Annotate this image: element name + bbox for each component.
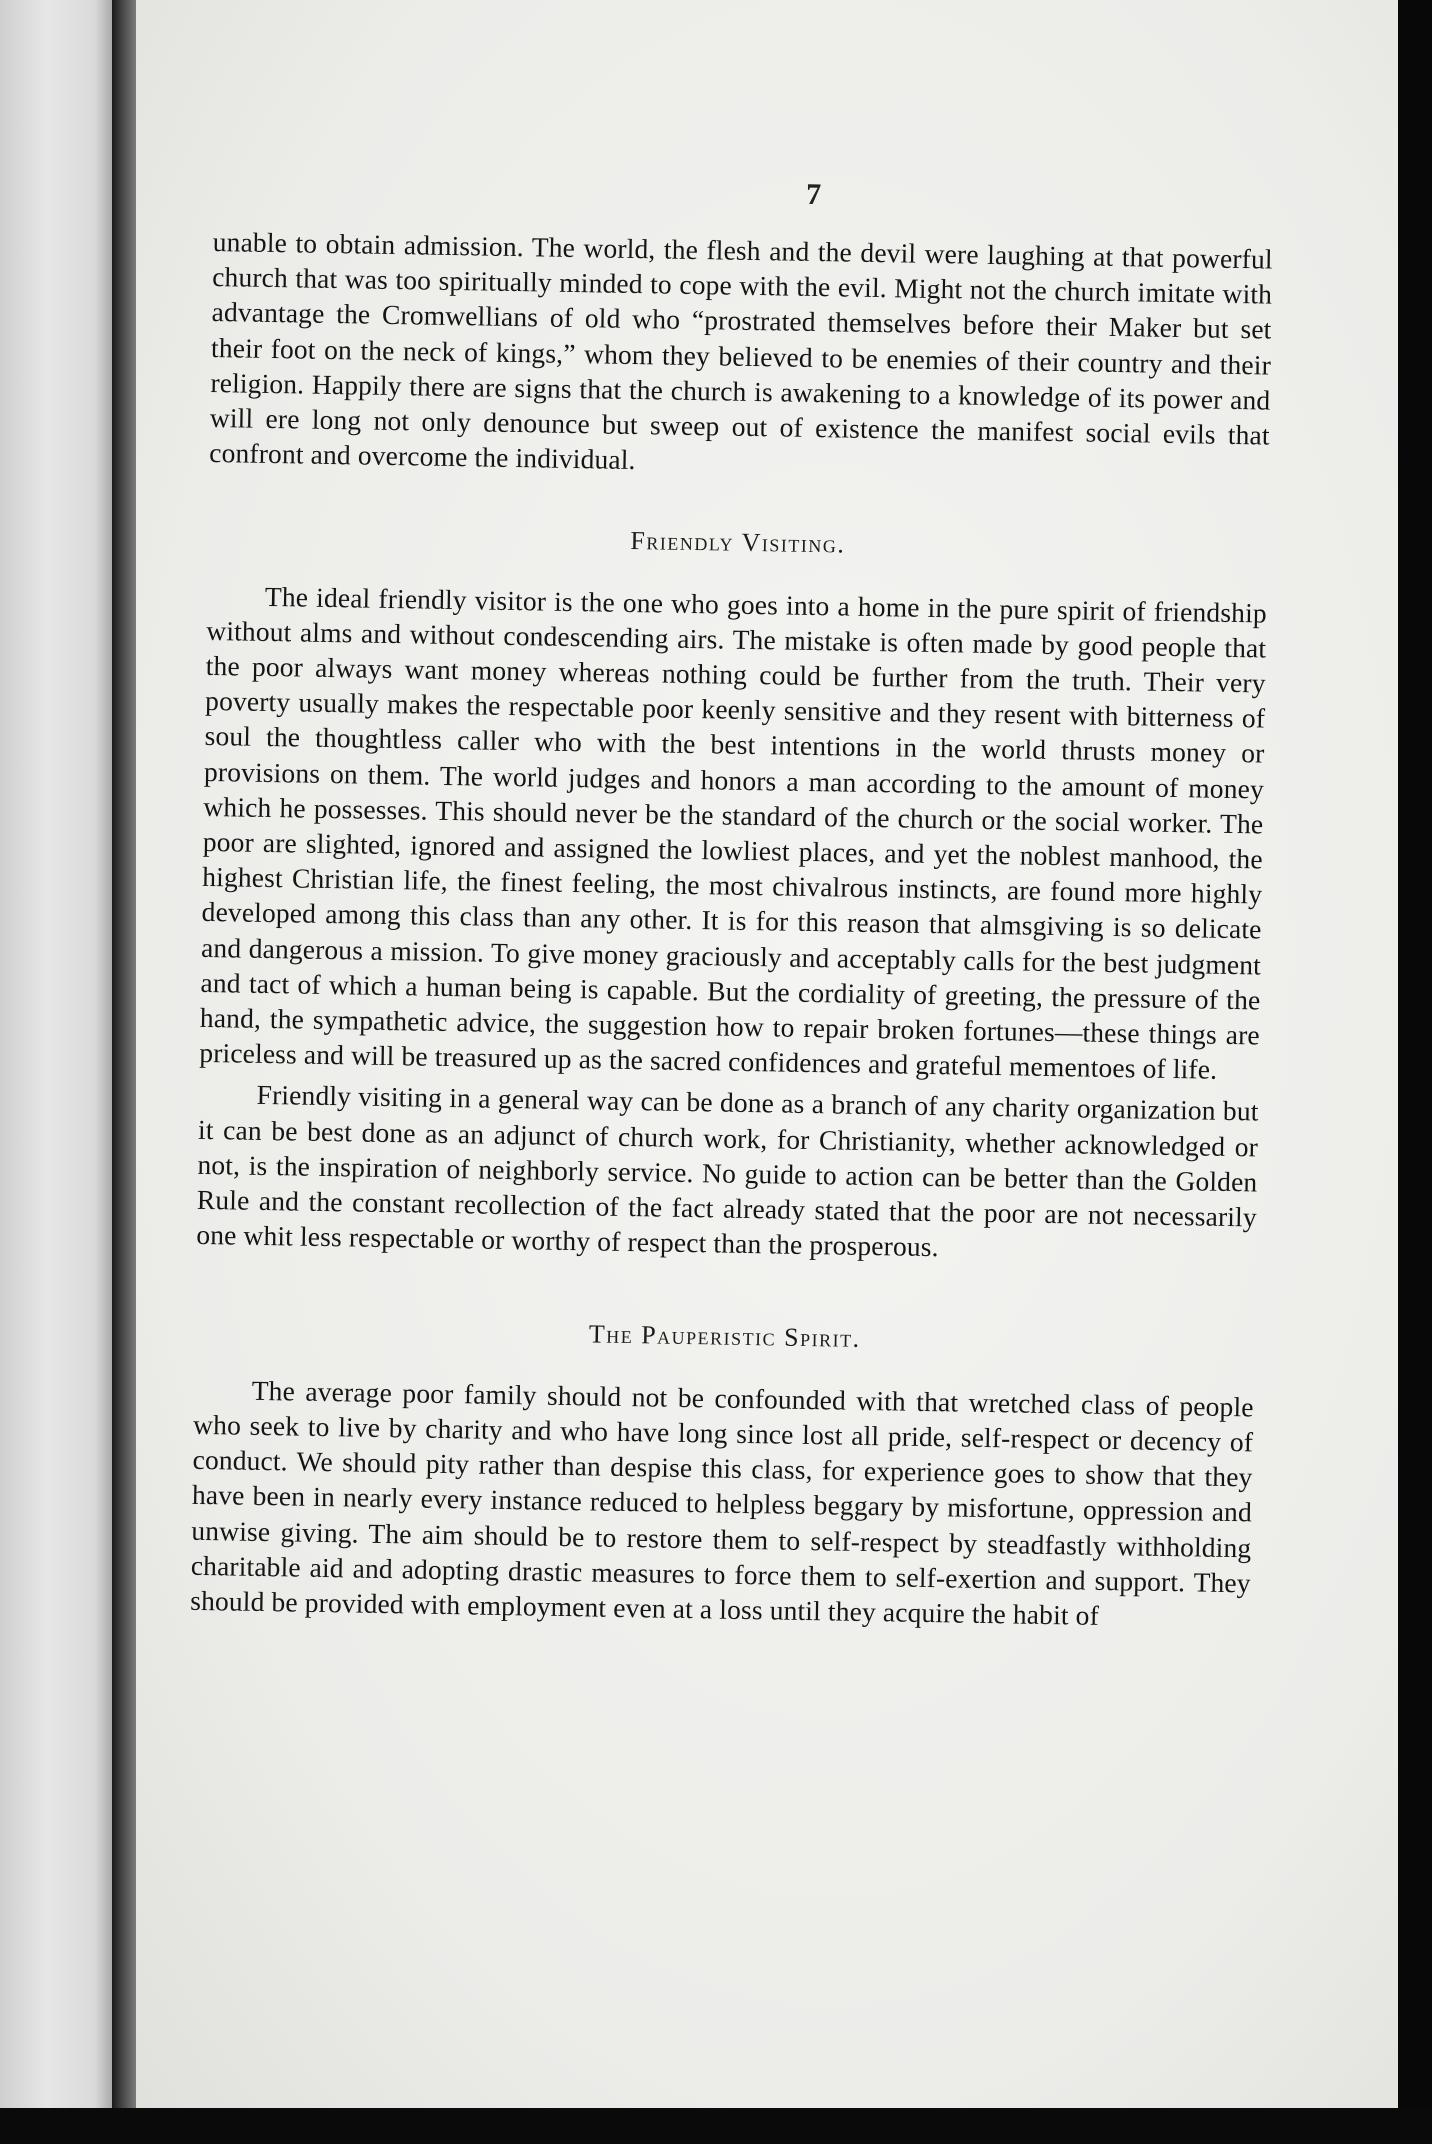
section-heading-friendly-visiting: Friendly Visiting. (630, 526, 846, 559)
section-heading-pauperistic-spirit: The Pauperistic Spirit. (588, 1319, 861, 1354)
pauperistic-spirit-paragraph-1: The average poor family should not be confounded with that wretched class of people who seek to live by charity and who have long since lost all pride, self-respect or decency of conduct. We should pity rather than despise this class, for experience goes to show that they have been in nearly every instance reduced to helpless beggary by misfortune, oppression and unwise giving. The aim should be to restore them to self-respect by steadfastly withholding charitable aid and adopting drastic measures to force them to self-exertion and support. They should be provided with employment even at a loss until they acquire the habit of (190, 1374, 1254, 1631)
previous-page-edge (0, 0, 118, 2144)
page-text-block (190, 170, 1274, 1635)
scan-border-bottom (0, 2108, 1432, 2144)
intro-paragraph: unable to obtain admission. The world, the flesh and the devil were laughing at that powerful church that was too spiritually minded to cope with the evil. Might not the church imitate with advantage the Cromwellians of old who “prostrated themselves before their Maker but set their foot on the neck of kings,” whom they believed to be enemies of their country and their religion. Happily there are signs that the church is awakening to a knowledge of its power and will ere long not only denounce but sweep out of existence the manifest social evils that confront and overcome the individual. (209, 225, 1273, 476)
scan-border-right (1398, 0, 1432, 2144)
page-number: 7 (805, 177, 822, 212)
friendly-visiting-paragraph-1: The ideal friendly visitor is the one who goes into a home in the pure spirit of friendship without alms and without condescending airs. The mistake is often made by good people that the poor always want money whereas nothing could be further from the truth. Their very poverty usually makes the respectable poor keenly sensitive and they resent with bitterness of soul the thoughtless caller who with the best intentions in the world thrusts money or provisions on them. The world judges and honors a man according to the amount of money which he possesses. This should never be the standard of the church or the social worker. The poor are slighted, ignored and assigned the lowliest places, and yet the noblest manhood, the highest Christian life, the finest feeling, the most chivalrous instincts, are found more highly developed among this class than any other. It is for this reason that almsgiving is so delicate and dangerous a mission. To give money graciously and acceptably calls for the best judgment and tact of which a human being is capable. But the cordiality of greeting, the pressure of the hand, the sympathetic advice, the suggestion how to repair broken fortunes—these things are priceless and will be treasured up as the sacred confidences and grateful mementoes of life. (199, 580, 1268, 1086)
friendly-visiting-paragraph-2: Friendly visiting in a general way can be done as a branch of any charity organization but it can be best done as an adjunct of church work, for Christianity, whether acknowledged or not, is the inspiration of neighborly service. No guide to action can be better than the Golden Rule and the constant recollection of the fact already stated that the poor are not necessarily one whit less respectable or worthy of respect than the prosperous. (196, 1079, 1259, 1263)
